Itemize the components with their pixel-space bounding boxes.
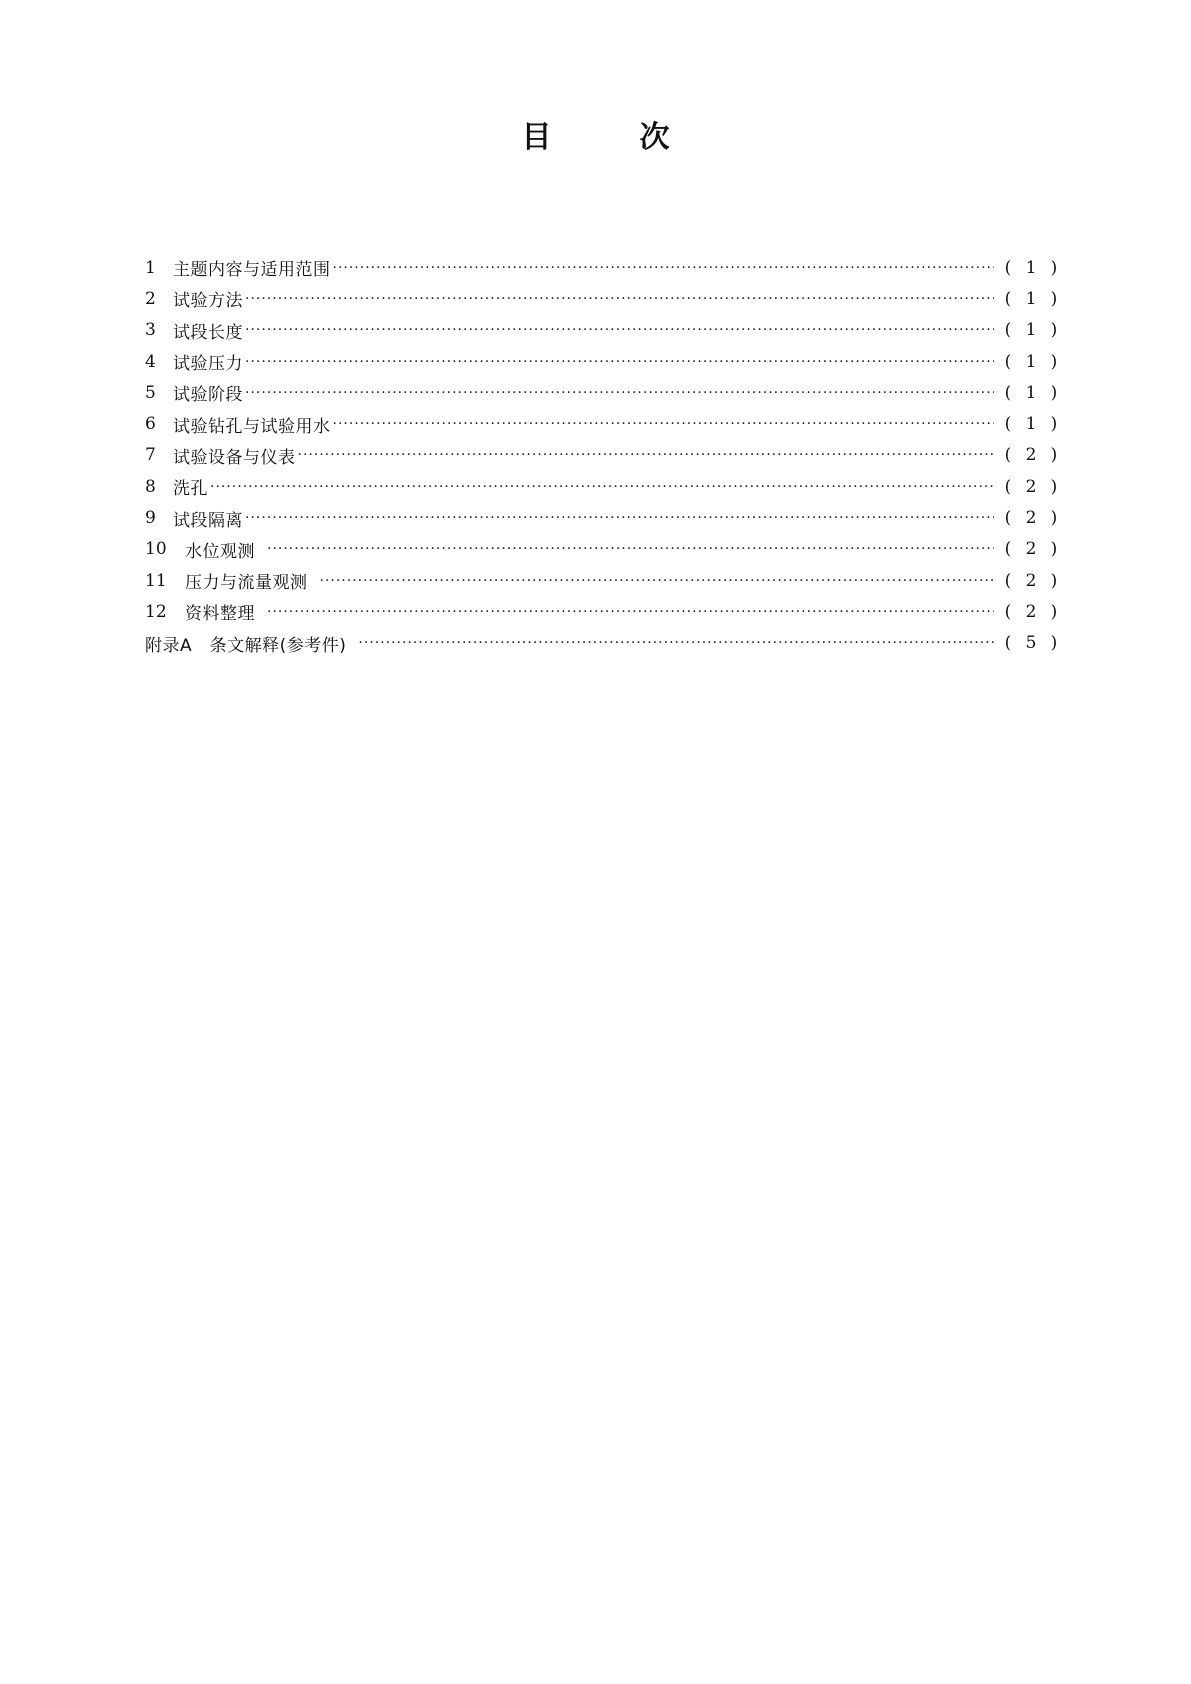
- toc-entry-label: 试验压力: [173, 354, 243, 375]
- toc-entry-number: 3: [145, 320, 156, 341]
- toc-entry[interactable]: [145, 596, 1060, 627]
- toc-entry[interactable]: [145, 565, 1060, 596]
- toc-entry-number: 4: [145, 351, 156, 372]
- toc-entry-label: 资料整理: [185, 604, 255, 625]
- toc-entry[interactable]: [145, 252, 1060, 283]
- toc-entry-number: 5: [145, 382, 156, 403]
- toc-entry-page: ( 2 ): [1004, 476, 1058, 497]
- toc-entry[interactable]: [145, 283, 1060, 314]
- toc-entry[interactable]: [145, 440, 1060, 471]
- dot-leader: [245, 291, 994, 307]
- toc-entry-page: ( 1 ): [1004, 382, 1058, 403]
- toc-entry-label: 压力与流量观测: [185, 573, 308, 594]
- dot-leader: [245, 510, 994, 526]
- dot-leader: [210, 479, 994, 495]
- toc-entry-number: 12: [145, 601, 167, 622]
- toc-entry-page: ( 2 ): [1004, 539, 1058, 560]
- toc-entry-label: 试验钻孔与试验用水: [173, 416, 331, 437]
- toc-entry-number: 9: [145, 508, 156, 529]
- toc-entry-number: 11: [145, 570, 167, 591]
- dot-leader: [245, 354, 994, 370]
- toc-title: [0, 112, 1191, 156]
- toc-entry-page: ( 2 ): [1004, 445, 1058, 466]
- toc-entry-label: 试段长度: [173, 322, 243, 343]
- toc-entry[interactable]: [145, 534, 1060, 565]
- toc-entry-appendix[interactable]: [145, 628, 1060, 659]
- toc-entry[interactable]: [145, 502, 1060, 533]
- toc-entry-label: 试段隔离: [173, 510, 243, 531]
- dot-leader: [267, 541, 994, 557]
- toc-entry-number: 2: [145, 288, 156, 309]
- toc-entry[interactable]: [145, 346, 1060, 377]
- toc-entry-page: ( 2 ): [1004, 508, 1058, 529]
- dot-leader: [358, 635, 994, 651]
- toc-entry-number: 6: [145, 414, 156, 435]
- toc-entry-number: 7: [145, 445, 156, 466]
- toc-entry-label: 附录A 条文解释(参考件): [145, 635, 347, 656]
- toc-entry-page: ( 1 ): [1004, 414, 1058, 435]
- title-char-2: 次: [639, 120, 670, 155]
- toc-entry-page: ( 5 ): [1004, 633, 1058, 654]
- toc-entry[interactable]: [145, 315, 1060, 346]
- dot-leader: [320, 573, 995, 589]
- toc-entry-label: 试验设备与仪表: [173, 447, 296, 468]
- title-char-1: 目: [521, 120, 552, 155]
- toc-entry-page: ( 1 ): [1004, 257, 1058, 278]
- dot-leader: [333, 416, 995, 432]
- dot-leader: [267, 604, 994, 620]
- toc-entry[interactable]: [145, 471, 1060, 502]
- toc-entry-number: 1: [145, 257, 156, 278]
- dot-leader: [298, 447, 995, 463]
- toc-entry-label: 试验方法: [173, 291, 243, 312]
- toc-entry[interactable]: [145, 408, 1060, 439]
- toc-entry-page: ( 2 ): [1004, 601, 1058, 622]
- toc-entry-label: 主题内容与适用范围: [173, 260, 331, 281]
- toc-entry-label: 水位观测: [185, 541, 255, 562]
- toc-entry-page: ( 1 ): [1004, 320, 1058, 341]
- table-of-contents: [145, 252, 1060, 659]
- toc-entry-number: 10: [145, 539, 167, 560]
- toc-entry[interactable]: [145, 377, 1060, 408]
- toc-entry-page: ( 1 ): [1004, 288, 1058, 309]
- toc-entry-page: ( 1 ): [1004, 351, 1058, 372]
- toc-entry-page: ( 2 ): [1004, 570, 1058, 591]
- toc-entry-label: 试验阶段: [173, 385, 243, 406]
- toc-entry-number: 8: [145, 476, 156, 497]
- toc-entry-label: 洗孔: [173, 479, 208, 500]
- dot-leader: [333, 260, 995, 276]
- dot-leader: [245, 385, 994, 401]
- dot-leader: [245, 322, 994, 338]
